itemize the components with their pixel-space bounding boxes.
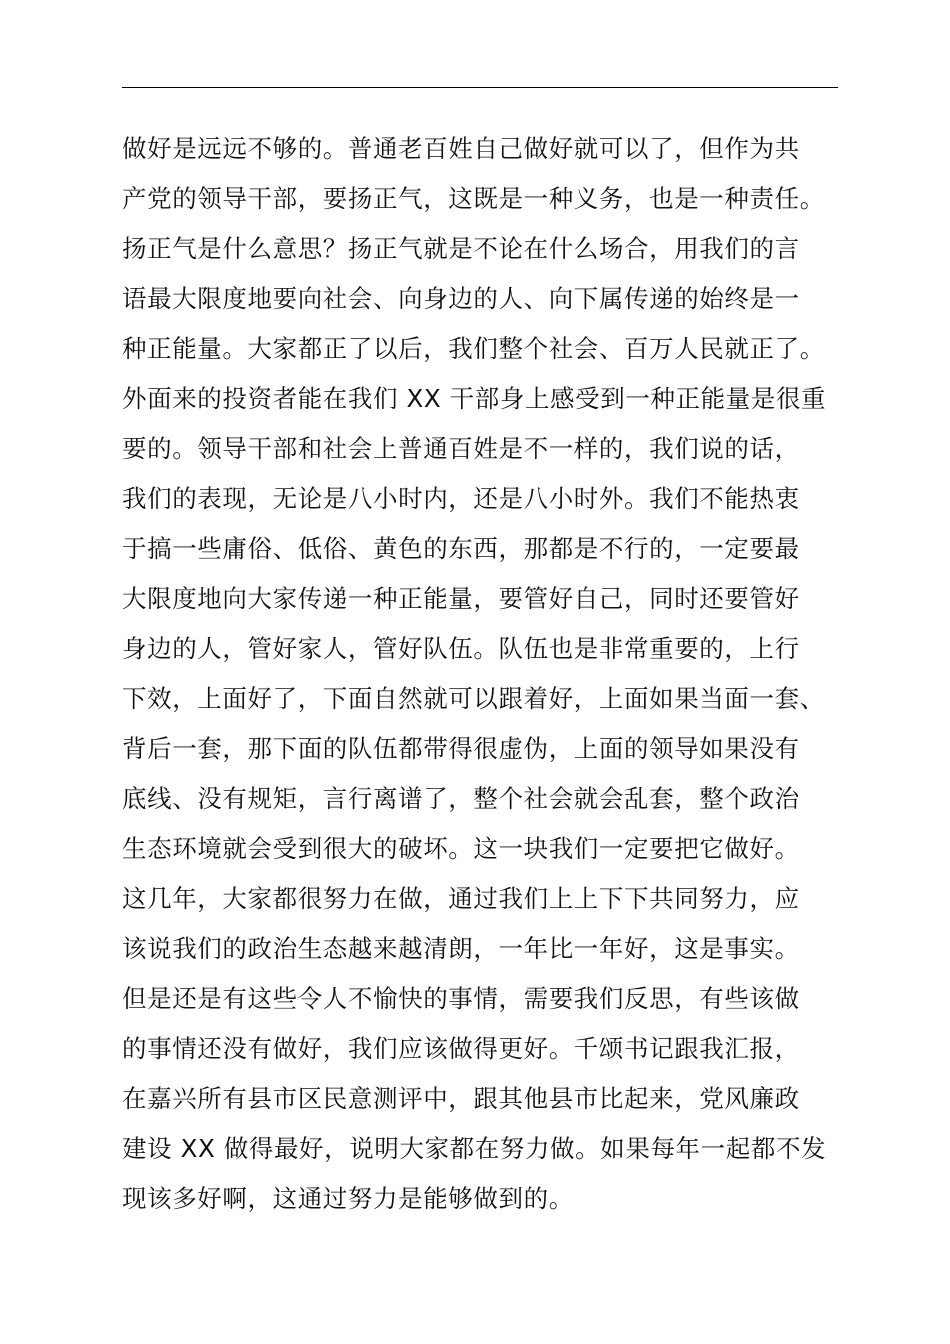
header-rule xyxy=(122,87,838,88)
text-line: 要的。领导干部和社会上普通百姓是不一样的，我们说的话， xyxy=(122,434,800,463)
text-line: 于搞一些庸俗、低俗、黄色的东西，那都是不行的，一定要最 xyxy=(122,534,800,563)
text-line: 底线、没有规矩，言行离谱了，整个社会就会乱套，整个政治 xyxy=(122,784,800,813)
text-line: 外面来的投资者能在我们 XX 干部身上感受到一种正能量是很重 xyxy=(122,384,827,413)
text-line: 该说我们的政治生态越来越清朗，一年比一年好，这是事实。 xyxy=(122,934,800,963)
text-line: 身边的人，管好家人，管好队伍。队伍也是非常重要的，上行 xyxy=(122,634,800,663)
text-line: 大限度地向大家传递一种正能量，要管好自己，同时还要管好 xyxy=(122,584,800,613)
text-line: 种正能量。大家都正了以后，我们整个社会、百万人民就正了。 xyxy=(122,334,825,363)
text-line: 建设 XX 做得最好，说明大家都在努力做。如果每年一起都不发 xyxy=(122,1134,827,1163)
text-line: 扬正气是什么意思？扬正气就是不论在什么场合，用我们的言 xyxy=(122,234,800,263)
text-line: 我们的表现，无论是八小时内，还是八小时外。我们不能热衷 xyxy=(122,484,800,513)
text-line: 的事情还没有做好，我们应该做得更好。千颂书记跟我汇报， xyxy=(122,1034,800,1063)
text-line: 语最大限度地要向社会、向身边的人、向下属传递的始终是一 xyxy=(122,284,800,313)
text-line: 生态环境就会受到很大的破坏。这一块我们一定要把它做好。 xyxy=(122,834,800,863)
text-line: 做好是远远不够的。普通老百姓自己做好就可以了，但作为共 xyxy=(122,134,800,163)
text-line: 下效，上面好了，下面自然就可以跟着好，上面如果当面一套、 xyxy=(122,684,825,713)
text-line: 在嘉兴所有县市区民意测评中，跟其他县市比起来，党风廉政 xyxy=(122,1084,800,1113)
text-line: 但是还是有这些令人不愉快的事情，需要我们反思，有些该做 xyxy=(122,984,800,1013)
text-line: 这几年，大家都很努力在做，通过我们上上下下共同努力，应 xyxy=(122,884,800,913)
text-line: 背后一套，那下面的队伍都带得很虚伪，上面的领导如果没有 xyxy=(122,734,800,763)
text-line: 产党的领导干部，要扬正气，这既是一种义务，也是一种责任。 xyxy=(122,184,825,213)
text-line: 现该多好啊，这通过努力是能够做到的。 xyxy=(122,1184,574,1213)
body-paragraph xyxy=(122,124,852,1224)
